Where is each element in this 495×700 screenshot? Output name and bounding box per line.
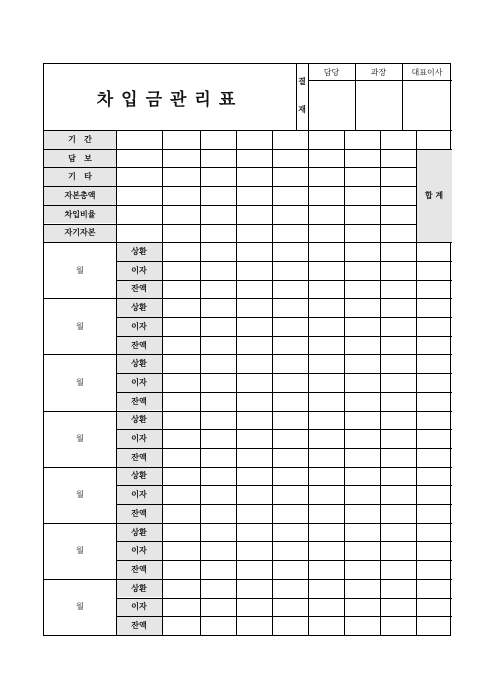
sub-label-0-1: 이자 (131, 265, 147, 275)
header-label-1: 담 보 (68, 153, 92, 163)
sub-label-1-0: 상환 (131, 303, 147, 313)
sub-label-3-0: 상환 (131, 415, 147, 425)
month-label-2: 월 (76, 377, 84, 387)
sub-label-2-0: 상환 (131, 359, 147, 369)
sub-label-5-2: 잔액 (131, 564, 147, 574)
approval-col-2: 대표이사 (411, 67, 443, 77)
row-line (116, 485, 452, 486)
title-area (44, 64, 296, 130)
row-line (116, 261, 452, 262)
sub-label-3-2: 잔액 (131, 452, 147, 462)
sub-label-1-1: 이자 (131, 321, 147, 331)
header-label-4: 차입비율 (64, 209, 96, 219)
row-line (116, 448, 452, 449)
col-line (308, 130, 309, 635)
sub-label-3-1: 이자 (131, 434, 147, 444)
sub-label-0-2: 잔액 (131, 284, 147, 294)
col-line (116, 130, 117, 635)
month-label-0: 월 (76, 265, 84, 275)
sub-label-2-1: 이자 (131, 377, 147, 387)
row-line (116, 429, 452, 430)
approval-col-1: 과장 (370, 67, 387, 77)
approval-col-0: 담당 (323, 67, 340, 77)
month-label-4: 월 (76, 490, 84, 500)
col-line (416, 130, 417, 635)
total-label: 합 계 (424, 190, 444, 200)
row-line (116, 598, 452, 599)
header-label-0: 기 간 (68, 134, 92, 144)
sub-label-4-0: 상환 (131, 471, 147, 481)
month-label-1: 월 (76, 321, 84, 331)
approval-label-2: 재 (298, 104, 306, 114)
header-label-3: 자본총액 (64, 190, 96, 200)
row-line (116, 317, 452, 318)
sub-label-1-2: 잔액 (131, 340, 147, 350)
sub-label-6-1: 이자 (131, 602, 147, 612)
row-line (116, 392, 452, 393)
month-label-6: 월 (76, 602, 84, 612)
sub-label-6-2: 잔액 (131, 621, 147, 631)
row-line (116, 560, 452, 561)
month-label-3: 월 (76, 434, 84, 444)
col-line (236, 130, 237, 635)
col-line (162, 130, 163, 635)
sub-label-2-2: 잔액 (131, 396, 147, 406)
col-line (200, 130, 201, 635)
approval-border (308, 80, 452, 81)
sub-label-4-2: 잔액 (131, 508, 147, 518)
col-line (344, 130, 345, 635)
row-line (116, 336, 452, 337)
ledger-sheet (43, 63, 451, 636)
sub-label-5-1: 이자 (131, 546, 147, 556)
approval-label-1: 결 (298, 76, 306, 86)
page-title: 차입금관리표 (96, 89, 244, 110)
row-line (116, 280, 452, 281)
header-label-5: 자기자본 (64, 228, 96, 238)
row-line (116, 616, 452, 617)
sub-label-5-0: 상환 (131, 527, 147, 537)
month-label-5: 월 (76, 546, 84, 556)
row-line (116, 373, 452, 374)
sub-label-6-0: 상환 (131, 583, 147, 593)
sub-label-4-1: 이자 (131, 490, 147, 500)
row-line (116, 541, 452, 542)
sub-label-0-0: 상환 (131, 247, 147, 257)
header-label-2: 기 타 (68, 172, 92, 182)
row-line (116, 504, 452, 505)
col-line (272, 130, 273, 635)
col-line (380, 130, 381, 635)
